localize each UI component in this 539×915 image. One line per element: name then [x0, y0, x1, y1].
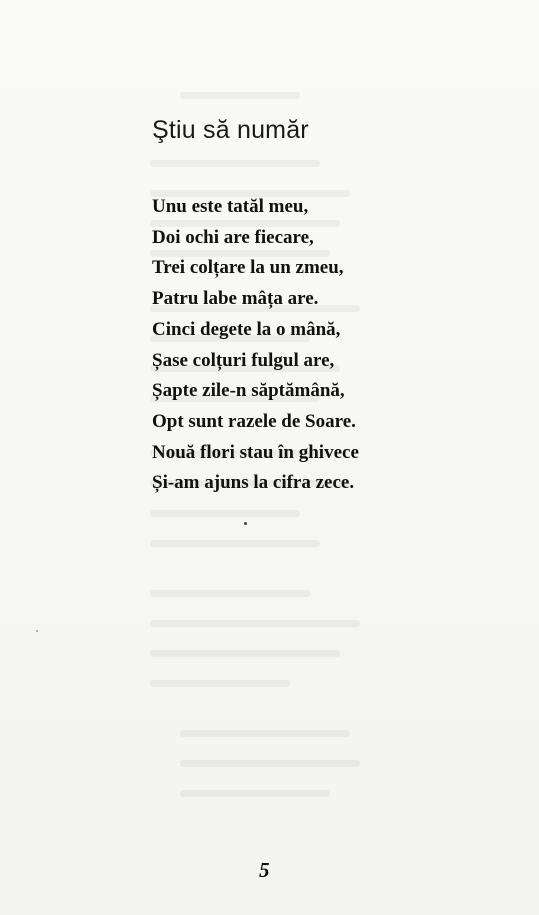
poem-line: Nouă flori stau în ghivece — [152, 441, 359, 463]
poem-line: Doi ochi are fiecare, — [152, 226, 314, 248]
poem-line: Trei colțare la un zmeu, — [152, 257, 344, 279]
poem-line: Și-am ajuns la cifra zece. — [152, 472, 355, 494]
poem-title: Ştiu să număr — [152, 116, 309, 144]
poem-line: Patru labe mâța are. — [152, 288, 319, 310]
poem-line: Șase colțuri fulgul are, — [152, 349, 335, 371]
poem-line: Unu este tatăl meu, — [152, 196, 309, 217]
poem-line: Cinci degete la o mână, — [152, 318, 341, 340]
ink-speck — [36, 630, 38, 632]
poem-body — [152, 192, 359, 499]
page-number: 5 — [259, 858, 270, 882]
ink-speck — [244, 522, 247, 525]
poem-line: Opt sunt razele de Soare. — [152, 410, 356, 432]
poem-line: Șapte zile-n săptămână, — [152, 380, 345, 402]
